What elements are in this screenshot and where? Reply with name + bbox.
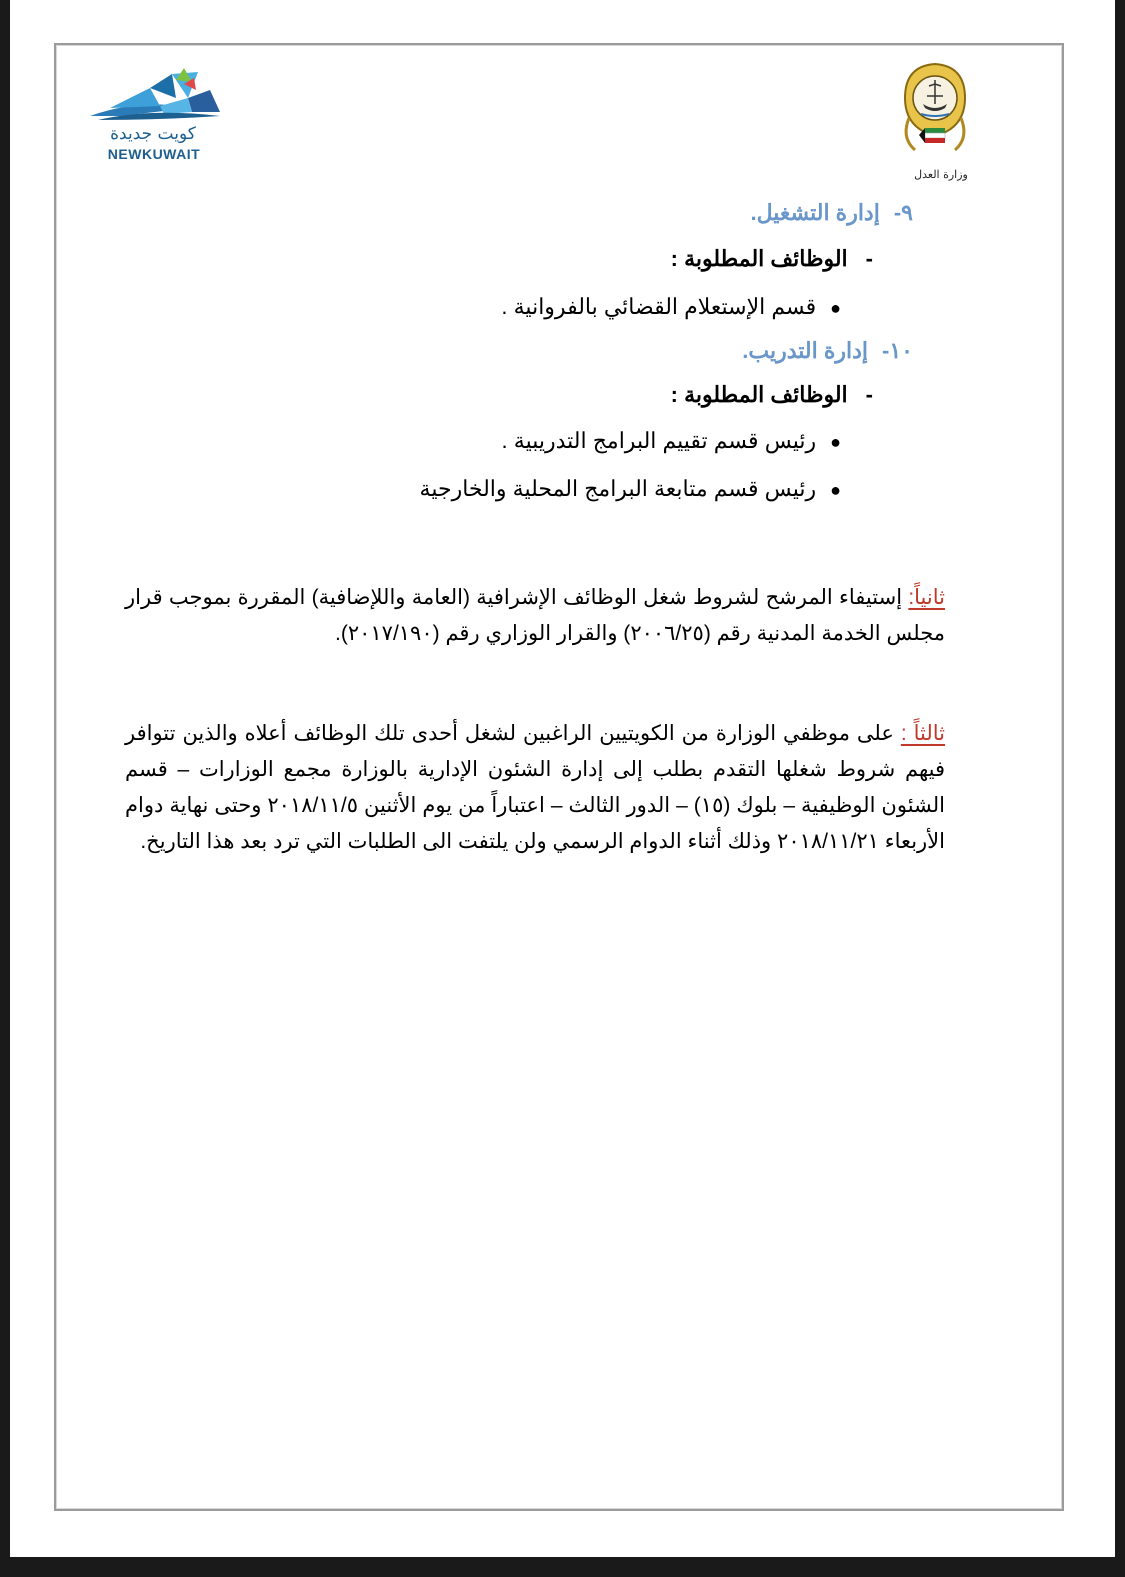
subheading-dash: -	[865, 382, 873, 407]
paragraph-lead-label: ثانياً:	[908, 586, 945, 609]
list-item-text: قسم الإستعلام القضائي بالفروانية .	[501, 294, 817, 319]
subheading-dash: -	[865, 246, 873, 271]
section-10-number: ١٠-	[882, 338, 913, 363]
ministry-caption: وزارة العدل	[914, 168, 968, 181]
subheading-text: الوظائف المطلوبة :	[670, 246, 848, 271]
list-item	[502, 428, 841, 454]
new-kuwait-english-text: NEWKUWAIT	[107, 146, 201, 162]
subheading-text: الوظائف المطلوبة :	[670, 382, 848, 407]
section-9-heading	[750, 200, 913, 226]
section-10-subheading	[671, 382, 873, 408]
section-9-title: إدارة التشغيل.	[750, 200, 880, 225]
paragraph-lead-label: ثالثاً :	[900, 722, 946, 745]
bullet-icon: ●	[830, 432, 841, 452]
paragraph-body: إستيفاء المرشح لشروط شغل الوظائف الإشرافية (العامة واللإضافية) المقررة بموجب قرار مجلس الخدمة المدنية رقم (٢٠٠٦/٢٥) والقرار الوزاري رقم (٢٠١٧/١٩٠).	[125, 586, 945, 645]
section-10-title: إدارة التدريب.	[742, 338, 869, 363]
paragraph-body: على موظفي الوزارة من الكويتيين الراغبين لشغل أحدى تلك الوظائف أعلاه والذين تتوافر فيهم شروط شغلها التقدم بطلب إلى إدارة الشئون الإدارية بالوزارة مجمع الوزارات – قسم الشئون الوظيفية – بلوك (١٥) – الدور الثالث – اعتباراً من يوم الأثنين ٢٠١٨/١١/٥ وحتى نهاية دوام الأربعاء ٢٠١٨/١١/٢١ وذلك أثناء الدوام الرسمي ولن يلتفت الى الطلبات التي ترد بعد هذا التاريخ.	[125, 722, 946, 853]
new-kuwait-arabic-text: كويت جديدة	[110, 124, 196, 144]
paragraph-second	[125, 580, 945, 652]
list-item-text: رئيس قسم متابعة البرامج المحلية والخارجية	[419, 476, 817, 501]
list-item	[420, 476, 841, 502]
paragraph-third	[125, 716, 945, 860]
kuwait-emblem-icon	[895, 58, 975, 168]
section-10-heading	[742, 338, 913, 364]
bullet-icon: ●	[830, 298, 841, 318]
list-item	[501, 294, 841, 320]
section-9-number: ٩-	[893, 200, 913, 225]
section-9-subheading	[671, 246, 873, 272]
bullet-icon: ●	[830, 480, 841, 500]
list-item-text: رئيس قسم تقييم البرامج التدريبية .	[501, 428, 817, 453]
